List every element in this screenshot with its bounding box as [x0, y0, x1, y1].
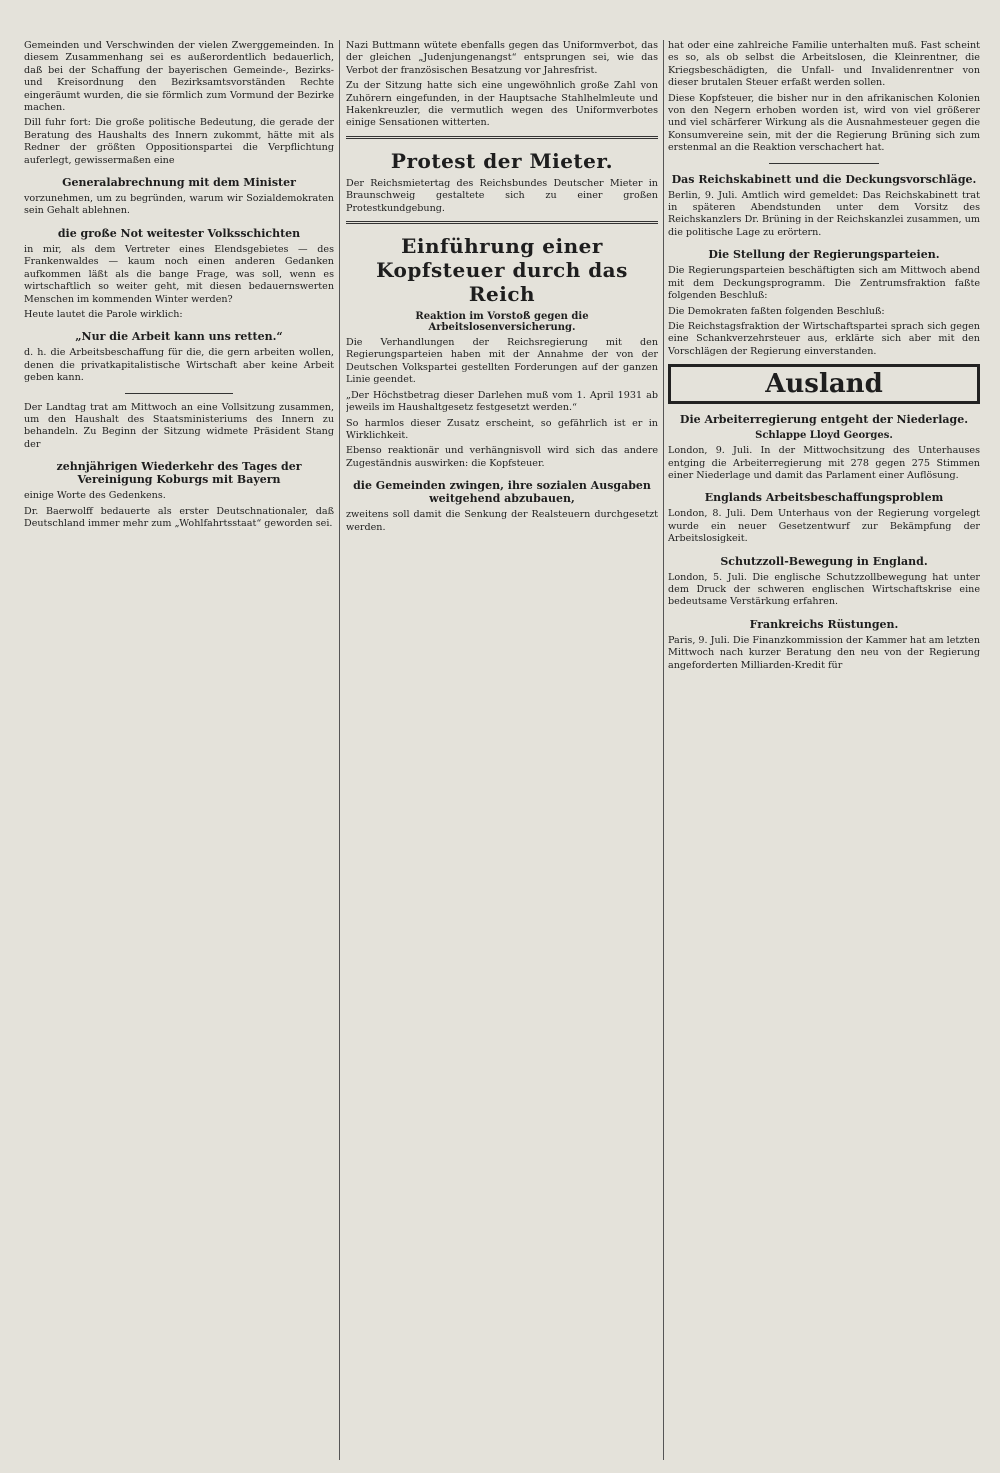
article-subheadline: Reaktion im Vorstoß gegen die Arbeitslosenversicherung. — [415, 311, 589, 334]
divider — [769, 163, 878, 164]
quote-heading: „Nur die Arbeit kann uns retten.“ — [75, 330, 283, 344]
paragraph: Zu der Sitzung hatte sich eine ungewöhnlich große Zahl von Zuhörern eingefunden, in der Hauptsache Stahlhelmleute und Hakenkreuzler, die vermutlich wegen des Uniformverbotes einige Sensationen witterten. — [346, 80, 658, 129]
column-rule — [339, 40, 340, 1460]
paragraph: Ebenso reaktionär und verhängnisvoll wird sich das andere Zugeständnis auswirken: die Kopfsteuer. — [346, 445, 658, 469]
paragraph: London, 5. Juli. Die englische Schutzzollbewegung hat unter dem Druck der schweren englischen Wirtschaftskrise eine bedeutsame Verstärkung erfahren. — [668, 571, 980, 608]
paragraph: Nazi Buttmann wütete ebenfalls gegen das Uniformverbot, das der gleichen „Judenjungenangst“ entsprungen sei, wie das Verbot der französischen Besatzung vor Jahresfrist. — [346, 40, 658, 76]
paragraph: Die Verhandlungen der Reichsregierung mit den Regierungsparteien haben mit der Annahme der von der Deutschen Volkspartei gestellten Forderungen auf der ganzen Linie geendet. — [346, 337, 658, 386]
paragraph: Dill fuhr fort: Die große politische Bedeutung, die gerade der Beratung des Haushalts des Innern zukommt, hätte mit als Redner der größten Oppositionspartei die Verpflichtung auferlegt, gewissermaßen eine — [24, 117, 334, 166]
divider — [346, 136, 658, 139]
paragraph: hat oder eine zahlreiche Familie unterhalten muß. Fast scheint es so, als ob selbst die Arbeitslosen, die Kleinrentner, die Kriegsbeschädigten, die Unfall- und Invalidenrentner von dieser brutalen Steuer erfaßt werden sollen. — [668, 40, 980, 89]
section-banner-ausland: Ausland — [668, 364, 980, 404]
section-heading: Frankreichs Rüstungen. — [749, 617, 899, 631]
column-middle — [346, 40, 658, 1460]
section-heading: zehnjährigen Wiederkehr des Tages der Vereinigung Koburgs mit Bayern — [56, 460, 302, 487]
section-heading: Die Arbeiterregierung entgeht der Niederlage. — [679, 413, 969, 427]
paragraph: Der Landtag trat am Mittwoch an eine Vollsitzung zusammen, um den Haushalt des Staatsministeriums des Innern zu behandeln. Zu Beginn der Sitzung widmete Präsident Stang der — [24, 401, 334, 450]
column-rule — [663, 40, 664, 1460]
article-subheadline: Schlappe Lloyd Georges. — [755, 430, 893, 442]
paragraph: Gemeinden und Verschwinden der vielen Zwerggemeinden. In diesem Zusammenhang sei es außerordentlich bedauerlich, daß bei der Schaffung der bayerischen Gemeinde-, Bezirks- und Kreisordnung den Bezirksamtsvorständen Rechte eingeräumt wurden, die sie förmlich zum Vormund der Bezirke machen. — [24, 40, 334, 114]
section-heading: Das Reichskabinett und die Deckungsvorschläge. — [671, 172, 977, 186]
divider — [346, 221, 658, 224]
section-heading: Generalabrechnung mit dem Minister — [62, 176, 296, 190]
section-heading: Die Stellung der Regierungsparteien. — [708, 248, 940, 262]
paragraph: in mir, als dem Vertreter eines Elendsgebietes — des Frankenwaldes — kaum noch einen anderen Gedanken aufkommen läßt als die bange Frage, was soll, wenn es wirtschaftlich so weiter geht, mit diesen bedauernswerten Menschen im kommenden Winter werden? — [24, 243, 334, 305]
paragraph: London, 8. Juli. Dem Unterhaus von der Regierung vorgelegt wurde ein neuer Gesetzentwurf zur Bekämpfung der Arbeitslosigkeit. — [668, 508, 980, 545]
paragraph: Heute lautet die Parole wirklich: — [24, 308, 183, 320]
paragraph: So harmlos dieser Zusatz erscheint, so gefährlich ist er in Wirklichkeit. — [346, 417, 658, 441]
paragraph: Diese Kopfsteuer, die bisher nur in den afrikanischen Kolonien von den Negern erhoben worden ist, wird von viel größerer und viel schärferer Wirkung als die Ausnahmesteuer gegen die Konsumvereine sein, mit der die Regierung Brüning sich zum erstenmal an die Reaktion verschachert hat. — [668, 92, 980, 154]
paragraph: Der Reichsmietertag des Reichsbundes Deutscher Mieter in Braunschweig gestaltete sich zu einer großen Protestkundgebung. — [346, 177, 658, 214]
column-right — [668, 40, 980, 1460]
paragraph: Paris, 9. Juli. Die Finanzkommission der Kammer hat am letzten Mittwoch nach kurzer Beratung den neu von der Regierung angeforderten Milliarden-Kredit für — [668, 634, 980, 671]
paragraph: Die Regierungsparteien beschäftigten sich am Mittwoch abend mit dem Deckungsprogramm. Die Zentrumsfraktion faßte folgenden Beschluß: — [668, 265, 980, 302]
paragraph: Die Reichstagsfraktion der Wirtschaftspartei sprach sich gegen eine Schankverzehrsteuer aus, erklärte sich aber mit den Vorschlägen der Regierung einverstanden. — [668, 320, 980, 357]
article-headline: Protest der Mieter. — [390, 148, 614, 173]
paragraph: London, 9. Juli. In der Mittwochsitzung des Unterhauses entging die Arbeiterregierung mit 278 gegen 275 Stimmen einer Niederlage und damit das Parlament einer Auflösung. — [668, 445, 980, 481]
paragraph: „Der Höchstbetrag dieser Darlehen muß vom 1. April 1931 ab jeweils im Haushaltgesetz festgesetzt werden.“ — [346, 389, 658, 414]
section-heading: Schutzzoll-Bewegung in England. — [720, 554, 928, 568]
paragraph: Die Demokraten faßten folgenden Beschluß: — [668, 305, 885, 317]
paragraph: zweitens soll damit die Senkung der Realsteuern durchgesetzt werden. — [346, 509, 658, 533]
column-left — [24, 40, 334, 1460]
paragraph: Berlin, 9. Juli. Amtlich wird gemeldet: Das Reichskabinett trat in späteren Abendstunden unter dem Vorsitz des Reichskanzlers Dr. Brüning in der Reichskanzlei zusammen, um die politische Lage zu erörtern. — [668, 189, 980, 238]
paragraph: einige Worte des Gedenkens. — [24, 490, 166, 502]
article-headline: Einführung einer Kopfsteuer durch das Reich — [376, 234, 628, 307]
section-heading: die Gemeinden zwingen, ihre sozialen Ausgaben weitgehend abzubauen, — [353, 479, 651, 506]
paragraph: vorzunehmen, um zu begründen, warum wir Sozialdemokraten sein Gehalt ablehnen. — [24, 193, 334, 217]
paragraph: d. h. die Arbeitsbeschaffung für die, die gern arbeiten wollen, denen die privatkapitalistische Wirtschaft aber keine Arbeit geben kann. — [24, 347, 334, 384]
section-heading: Englands Arbeitsbeschaffungsproblem — [704, 491, 944, 505]
divider — [125, 393, 234, 394]
section-heading: die große Not weitester Volksschichten — [57, 226, 301, 240]
paragraph: Dr. Baerwolff bedauerte als erster Deutschnationaler, daß Deutschland immer mehr zum „Wohlfahrtsstaat“ geworden sei. — [24, 505, 334, 529]
